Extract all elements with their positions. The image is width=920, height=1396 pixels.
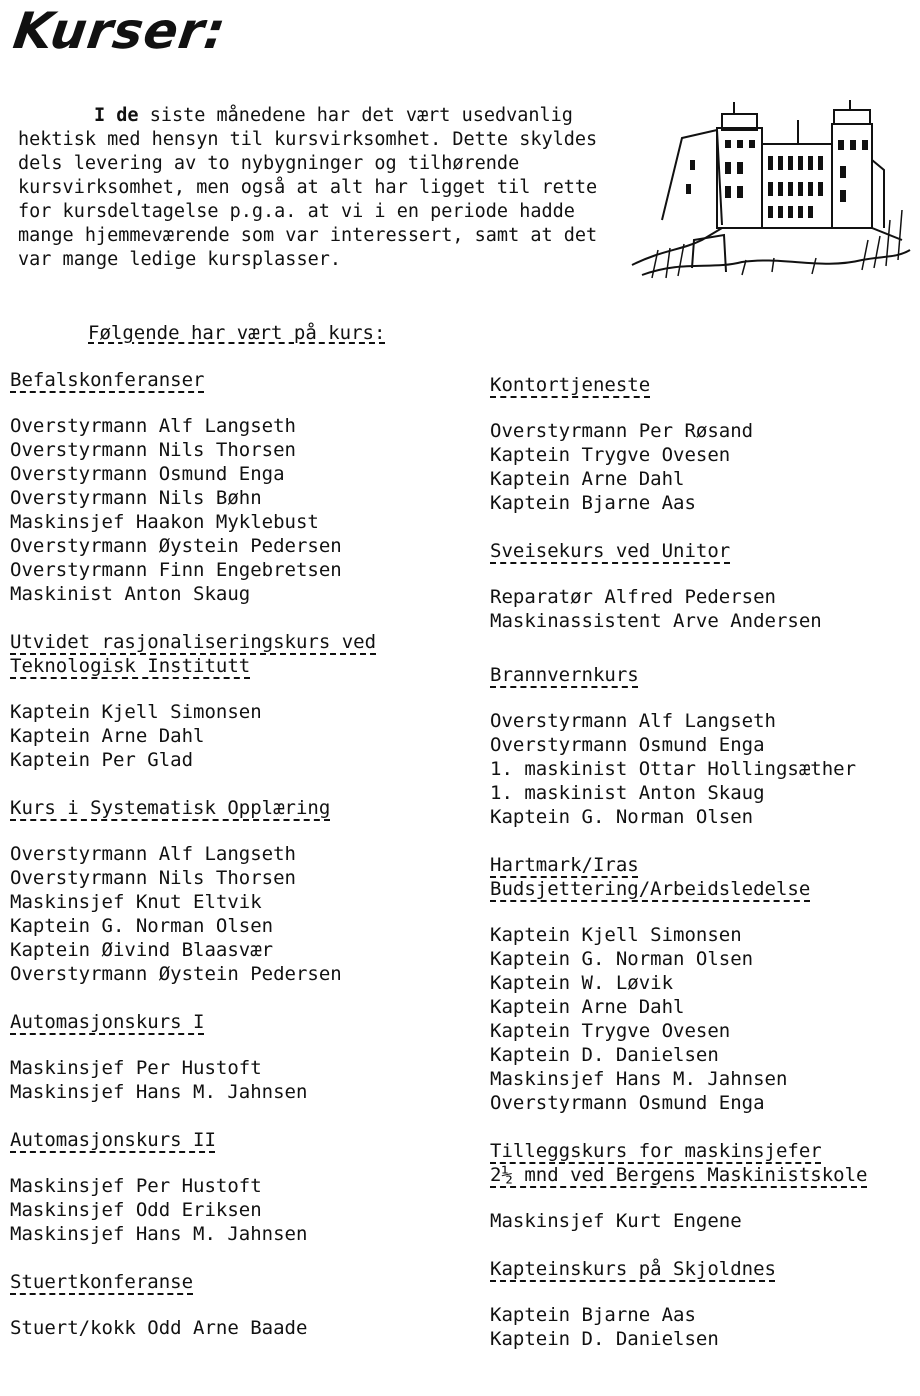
course-heading: Brannvernkurs <box>490 664 639 686</box>
right-column <box>490 373 910 1375</box>
participant: Overstyrmann Nils Bøhn <box>10 487 262 509</box>
course-heading: Automasjonskurs II <box>10 1129 216 1151</box>
participant-list <box>490 585 910 633</box>
participant: Overstyrmann Alf Langseth <box>10 415 296 437</box>
participant: Kaptein Arne Dahl <box>490 996 685 1018</box>
participant: Kaptein W. Løvik <box>490 972 674 994</box>
participant: Maskinsjef Per Hustoft <box>10 1175 262 1197</box>
participant-list <box>10 842 480 986</box>
participant-list <box>10 700 480 772</box>
participant: Maskinassistent Arve Andersen <box>490 610 822 632</box>
participant-list <box>10 414 480 606</box>
course-section <box>10 1270 480 1340</box>
course-heading: 2½ mnd ved Bergens Maskinistskole <box>490 1164 868 1186</box>
page-title: Kurser: <box>9 2 230 60</box>
participant: Kaptein Trygve Ovesen <box>490 444 731 466</box>
participant: Maskinsjef Knut Eltvik <box>10 891 262 913</box>
course-heading: Sveisekurs ved Unitor <box>490 540 731 562</box>
participant: Stuert/kokk Odd Arne Baade <box>10 1317 308 1339</box>
course-section <box>10 1010 480 1104</box>
participant: Kaptein G. Norman Olsen <box>490 948 754 970</box>
participant: Overstyrmann Osmund Enga <box>490 734 765 756</box>
participant-list <box>490 923 910 1115</box>
participant-list <box>490 1209 910 1233</box>
course-heading: Tilleggskurs for maskinsjefer <box>490 1140 822 1162</box>
course-section <box>10 630 480 772</box>
course-heading: Utvidet rasjonaliseringskurs ved <box>10 631 377 653</box>
course-heading: Stuertkonferanse <box>10 1271 194 1293</box>
course-section <box>490 1139 910 1233</box>
participant: Overstyrmann Nils Thorsen <box>10 867 296 889</box>
participant-list <box>10 1056 480 1104</box>
participant: Overstyrmann Øystein Pedersen <box>10 963 342 985</box>
course-section <box>490 663 910 829</box>
participant: Overstyrmann Nils Thorsen <box>10 439 296 461</box>
participant: Maskinsjef Odd Eriksen <box>10 1199 262 1221</box>
participant: Maskinist Anton Skaug <box>10 583 251 605</box>
participant: Maskinsjef Hans M. Jahnsen <box>10 1081 308 1103</box>
participant: Maskinsjef Hans M. Jahnsen <box>10 1223 308 1245</box>
course-section <box>490 539 910 633</box>
participant: Overstyrmann Per Røsand <box>490 420 754 442</box>
participant-list <box>490 709 910 829</box>
participant: Kaptein Arne Dahl <box>10 725 205 747</box>
course-heading: Budsjettering/Arbeidsledelse <box>490 878 811 900</box>
participant: Kaptein Øivind Blaasvær <box>10 939 274 961</box>
participant-list <box>490 1303 910 1351</box>
building-illustration <box>622 100 912 280</box>
participant: Maskinsjef Kurt Engene <box>490 1210 742 1232</box>
participant: Overstyrmann Osmund Enga <box>490 1092 765 1114</box>
participant: Overstyrmann Osmund Enga <box>10 463 285 485</box>
participant: Kaptein G. Norman Olsen <box>490 806 754 828</box>
participant: Kaptein Arne Dahl <box>490 468 685 490</box>
participant: Maskinsjef Hans M. Jahnsen <box>490 1068 788 1090</box>
left-column <box>10 368 480 1364</box>
participant: Overstyrmann Alf Langseth <box>10 843 296 865</box>
participant-list <box>490 419 910 515</box>
participant: Kaptein Kjell Simonsen <box>10 701 262 723</box>
intro-lead: I de <box>94 105 139 126</box>
participant: Maskinsjef Haakon Myklebust <box>10 511 319 533</box>
course-heading: Befalskonferanser <box>10 369 205 391</box>
participant: Overstyrmann Finn Engebretsen <box>10 559 342 581</box>
participant: 1. maskinist Ottar Hollingsæther <box>490 758 857 780</box>
participant: Kaptein G. Norman Olsen <box>10 915 274 937</box>
course-section <box>490 853 910 1115</box>
course-section <box>10 1128 480 1246</box>
participant: Kaptein D. Danielsen <box>490 1328 719 1350</box>
course-section <box>10 796 480 986</box>
participant: 1. maskinist Anton Skaug <box>490 782 765 804</box>
participant: Kaptein Bjarne Aas <box>490 492 696 514</box>
course-heading: Hartmark/Iras <box>490 854 639 876</box>
participant: Maskinsjef Per Hustoft <box>10 1057 262 1079</box>
course-heading: Kapteinskurs på Skjoldnes <box>490 1258 776 1280</box>
intro-paragraph <box>18 104 618 272</box>
participant: Overstyrmann Øystein Pedersen <box>10 535 342 557</box>
course-heading: Kontortjeneste <box>490 374 651 396</box>
participant: Kaptein D. Danielsen <box>490 1044 719 1066</box>
course-heading: Automasjonskurs I <box>10 1011 205 1033</box>
intro-text: siste månedene har det vært usedvanlig hektisk med hensyn til kursvirksomhet. Dette skyldes dels levering av to nybygninger og tilhørende kursvirksomhet, men også at alt har ligget til rette for kursdeltagelse p.g.a. at vi i en periode hadde mange hjemmeværende som var interessert, samt at det var mange ledige kursplasser. <box>18 105 598 270</box>
course-section <box>490 1257 910 1351</box>
course-heading: Kurs i Systematisk Opplæring <box>10 797 331 819</box>
participant-list <box>10 1316 480 1340</box>
participant: Kaptein Kjell Simonsen <box>490 924 742 946</box>
participant: Kaptein Per Glad <box>10 749 194 771</box>
course-section <box>490 373 910 515</box>
participant: Reparatør Alfred Pedersen <box>490 586 776 608</box>
following-line: Følgende har vært på kurs: <box>88 322 386 344</box>
participant: Overstyrmann Alf Langseth <box>490 710 776 732</box>
participant: Kaptein Trygve Ovesen <box>490 1020 731 1042</box>
course-section <box>10 368 480 606</box>
participant: Kaptein Bjarne Aas <box>490 1304 696 1326</box>
participant-list <box>10 1174 480 1246</box>
course-heading: Teknologisk Institutt <box>10 655 251 677</box>
